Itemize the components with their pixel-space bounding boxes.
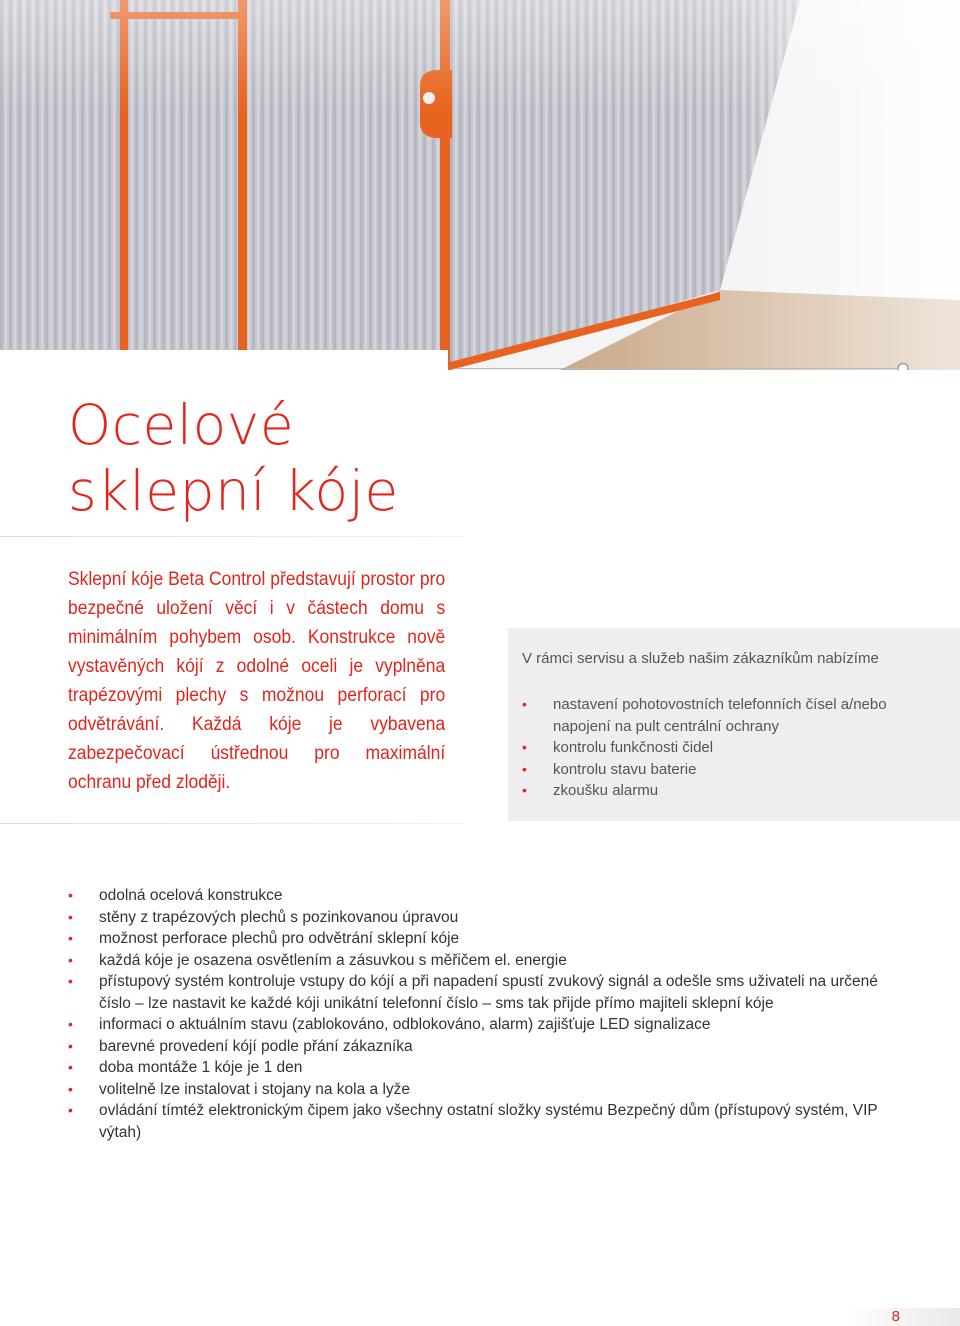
services-heading: V rámci servisu a služeb našim zákazníkům nabízíme <box>522 650 879 667</box>
list-item-text: zkoušku alarmu <box>553 782 659 799</box>
list-item <box>68 1014 898 1036</box>
bullet-icon: • <box>68 973 73 989</box>
bullet-icon: • <box>68 1102 73 1118</box>
list-item-text: ovládání tímtéž elektronickým čipem jako všechny ostatní složky systému Bezpečný dům (přístupový systém, VIP výtah) <box>99 1102 878 1141</box>
list-item <box>68 971 898 1014</box>
divider-top <box>0 536 465 537</box>
page-title <box>68 392 399 524</box>
bullet-icon: • <box>68 1059 73 1075</box>
list-item-text: přístupový systém kontroluje vstupy do kójí a při napadení spustí zvukový signál a odešle sms uživateli na určené číslo – lze nastavit ke každé kóji unikátní telefonní číslo – sms tak přijde přímo majiteli sklepní kóje <box>99 973 878 1012</box>
intro-paragraph <box>68 565 445 797</box>
bullet-icon: • <box>522 696 527 712</box>
list-item-text: informaci o aktuálním stavu (zablokováno, odblokováno, alarm) zajišťuje LED signalizace <box>99 1016 711 1033</box>
list-item <box>68 950 898 972</box>
list-item-text: možnost perforace plechů pro odvětrání sklepní kóje <box>99 930 460 947</box>
list-item-text: každá kóje je osazena osvětlením a zásuvkou s měřičem el. energie <box>99 951 567 969</box>
title-line-2: sklepní kóje <box>68 459 399 523</box>
list-item-text: volitelně lze instalovat i stojany na kola a lyže <box>99 1080 411 1098</box>
bullet-icon: • <box>68 951 73 968</box>
list-item <box>68 1079 898 1101</box>
list-item <box>522 694 942 737</box>
list-item <box>68 885 898 907</box>
bullet-icon: • <box>68 1080 73 1097</box>
features-list <box>68 885 898 1143</box>
divider-bottom <box>0 823 465 824</box>
bullet-icon: • <box>522 739 527 755</box>
bullet-icon: • <box>68 1016 73 1032</box>
bullet-icon: • <box>522 782 527 798</box>
title-line-1: Ocelové <box>68 393 295 457</box>
intro-text: Sklepní kóje Beta Control představují prostor pro bezpečné uložení věcí i v částech domu s minimálním pohybem osob. Konstrukce nově vystavěných kójí z odolné oceli je vyplněna trapézovými plechy s možnou perforací pro odvětrávání. Každá kóje je vybavena zabezpečovací ústřednou pro maximální ochranu před zloději. <box>68 569 446 793</box>
list-item-text: doba montáže 1 kóje je 1 den <box>99 1059 303 1076</box>
bullet-icon: • <box>68 930 73 946</box>
cellar-photo <box>0 0 960 370</box>
list-item-text: nastavení pohotovostních telefonních čísel a/nebo napojení na pult centrální ochrany <box>553 696 887 735</box>
page-number-box <box>845 1308 960 1326</box>
list-item-text: kontrolu stavu baterie <box>553 760 697 778</box>
bullet-icon: • <box>68 908 73 925</box>
list-item <box>68 907 898 929</box>
bullet-icon: • <box>522 760 527 777</box>
list-item <box>68 1057 898 1079</box>
list-item <box>522 780 942 802</box>
list-item <box>68 1036 898 1058</box>
list-item-text: barevné provedení kójí podle přání zákazníka <box>99 1037 413 1055</box>
list-item-text: stěny z trapézových plechů s pozinkovanou úpravou <box>99 908 459 926</box>
page-number: 8 <box>891 1308 900 1325</box>
list-item <box>68 1100 898 1143</box>
services-box <box>508 628 960 821</box>
list-item-text: odolná ocelová konstrukce <box>99 887 283 904</box>
list-item-text: kontrolu funkčnosti čidel <box>553 739 714 756</box>
bullet-icon: • <box>68 887 73 903</box>
cellar-illustration <box>0 0 960 370</box>
bullet-icon: • <box>68 1037 73 1054</box>
list-item <box>68 928 898 950</box>
list-item <box>522 737 942 759</box>
services-list <box>522 694 942 802</box>
list-item <box>522 759 942 781</box>
